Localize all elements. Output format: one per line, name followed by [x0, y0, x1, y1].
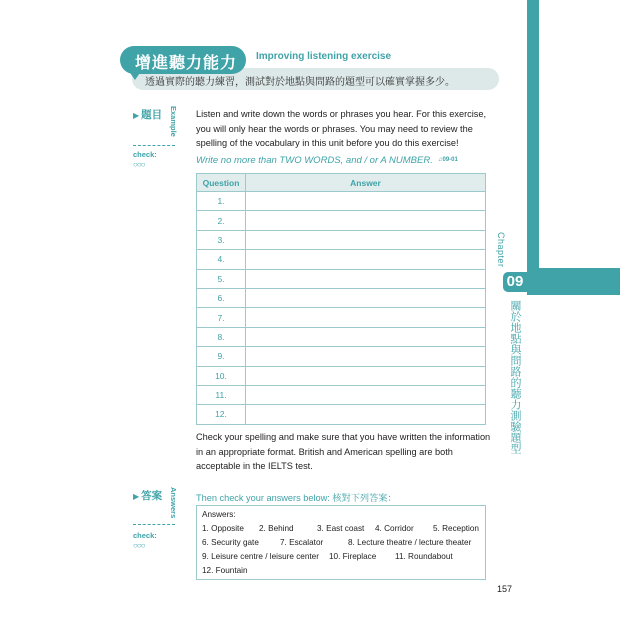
answers-label-en: Answers [169, 487, 178, 519]
answer-cell[interactable] [246, 385, 486, 404]
chapter-strip [527, 0, 620, 620]
question-number: 7. [197, 308, 246, 327]
answer-cell[interactable] [246, 211, 486, 230]
answers-row [202, 524, 479, 533]
section-title-en: Improving listening exercise [256, 51, 392, 62]
table-row [197, 192, 486, 211]
question-number: 2. [197, 211, 246, 230]
table-row [197, 327, 486, 346]
chapter-strip-tab [527, 268, 620, 295]
example-label [133, 107, 162, 122]
answer-item: 1. Opposite [202, 524, 244, 533]
triangle-icon: ▶ [133, 492, 140, 501]
divider [133, 524, 175, 525]
answer-item: 11. Roundabout [395, 552, 453, 561]
question-table [196, 173, 486, 425]
answer-item: 9. Leisure centre / leisure center [202, 552, 319, 561]
question-number: 10. [197, 366, 246, 385]
answers-row [202, 552, 453, 561]
table-row [197, 405, 486, 424]
divider [133, 145, 175, 146]
table-row [197, 288, 486, 307]
answer-cell[interactable] [246, 250, 486, 269]
answers-row [202, 538, 471, 547]
answers-label [133, 488, 162, 503]
answer-cell[interactable] [246, 327, 486, 346]
check-circles: ○○○ [133, 160, 145, 169]
page-number: 157 [497, 584, 513, 594]
answers-title: Answers: [202, 510, 236, 519]
triangle-icon: ▶ [133, 111, 140, 120]
answer-cell[interactable] [246, 230, 486, 249]
answers-box [196, 505, 486, 580]
answer-cell[interactable] [246, 308, 486, 327]
table-row [197, 211, 486, 230]
spelling-note: Check your spelling and make sure that you have written the information in an appropriate format. British and American spelling are both acceptable in the IELTS test. [196, 432, 491, 471]
column-header-answer: Answer [246, 174, 486, 192]
chapter-title: 關於地點與問路的聽力測驗題型 [509, 300, 521, 454]
audio-track-number: 09-01 [442, 157, 458, 163]
answer-item: 5. Reception [433, 524, 479, 533]
example-label-en: Example [169, 106, 178, 137]
answer-item: 2. Behind [259, 524, 294, 533]
table-row [197, 308, 486, 327]
answer-item: 6. Security gate [202, 538, 259, 547]
answer-cell[interactable] [246, 288, 486, 307]
chapter-number: 09 [503, 272, 527, 292]
constraint-text: Write no more than TWO WORDS, and / or A NUMBER. [196, 155, 433, 166]
question-number: 9. [197, 347, 246, 366]
answer-item: 4. Corridor [375, 524, 414, 533]
table-row [197, 385, 486, 404]
question-number: 8. [197, 327, 246, 346]
chapter-strip-bar [527, 0, 539, 291]
section-title: 增進聽力能力 [135, 55, 238, 72]
answer-item: 7. Escalator [280, 538, 324, 547]
table-row [197, 269, 486, 288]
check-label: check: [133, 531, 157, 540]
answer-item: 12. Fountain [202, 566, 248, 575]
question-number: 3. [197, 230, 246, 249]
subtitle-text: 透過實際的聽力練習，測試對於地點與問路的題型可以確實掌握多少。 [145, 77, 455, 88]
answers-label-text: 答案 [141, 490, 163, 502]
instructions-text: Listen and write down the words or phrases you hear. For this exercise, you will only hear the words or phrases. You may need to review the spelling of the vocabulary in this unit before you do this exercise! [196, 109, 487, 148]
answer-cell[interactable] [246, 192, 486, 211]
check-label: check: [133, 150, 157, 159]
answer-cell[interactable] [246, 269, 486, 288]
question-number: 11. [197, 385, 246, 404]
question-number: 5. [197, 269, 246, 288]
headphones-icon: ♫ [438, 157, 443, 163]
table-row [197, 366, 486, 385]
chapter-label: Chapter [496, 232, 506, 268]
answer-cell[interactable] [246, 347, 486, 366]
table-row [197, 250, 486, 269]
answer-cell[interactable] [246, 405, 486, 424]
example-label-text: 題目 [141, 109, 163, 121]
table-row [197, 230, 486, 249]
question-number: 1. [197, 192, 246, 211]
column-header-question: Question [197, 174, 246, 192]
check-circles: ○○○ [133, 541, 145, 550]
answer-item: 8. Lecture theatre / lecture theater [348, 538, 472, 547]
answer-item: 10. Fireplace [329, 552, 377, 561]
question-number: 12. [197, 405, 246, 424]
answers-intro: Then check your answers below: 核對下列答案： [196, 493, 397, 503]
question-number: 4. [197, 250, 246, 269]
answer-cell[interactable] [246, 366, 486, 385]
audio-track [438, 157, 458, 163]
answer-item: 3. East coast [317, 524, 365, 533]
question-number: 6. [197, 288, 246, 307]
table-row [197, 347, 486, 366]
answers-row [202, 566, 248, 575]
